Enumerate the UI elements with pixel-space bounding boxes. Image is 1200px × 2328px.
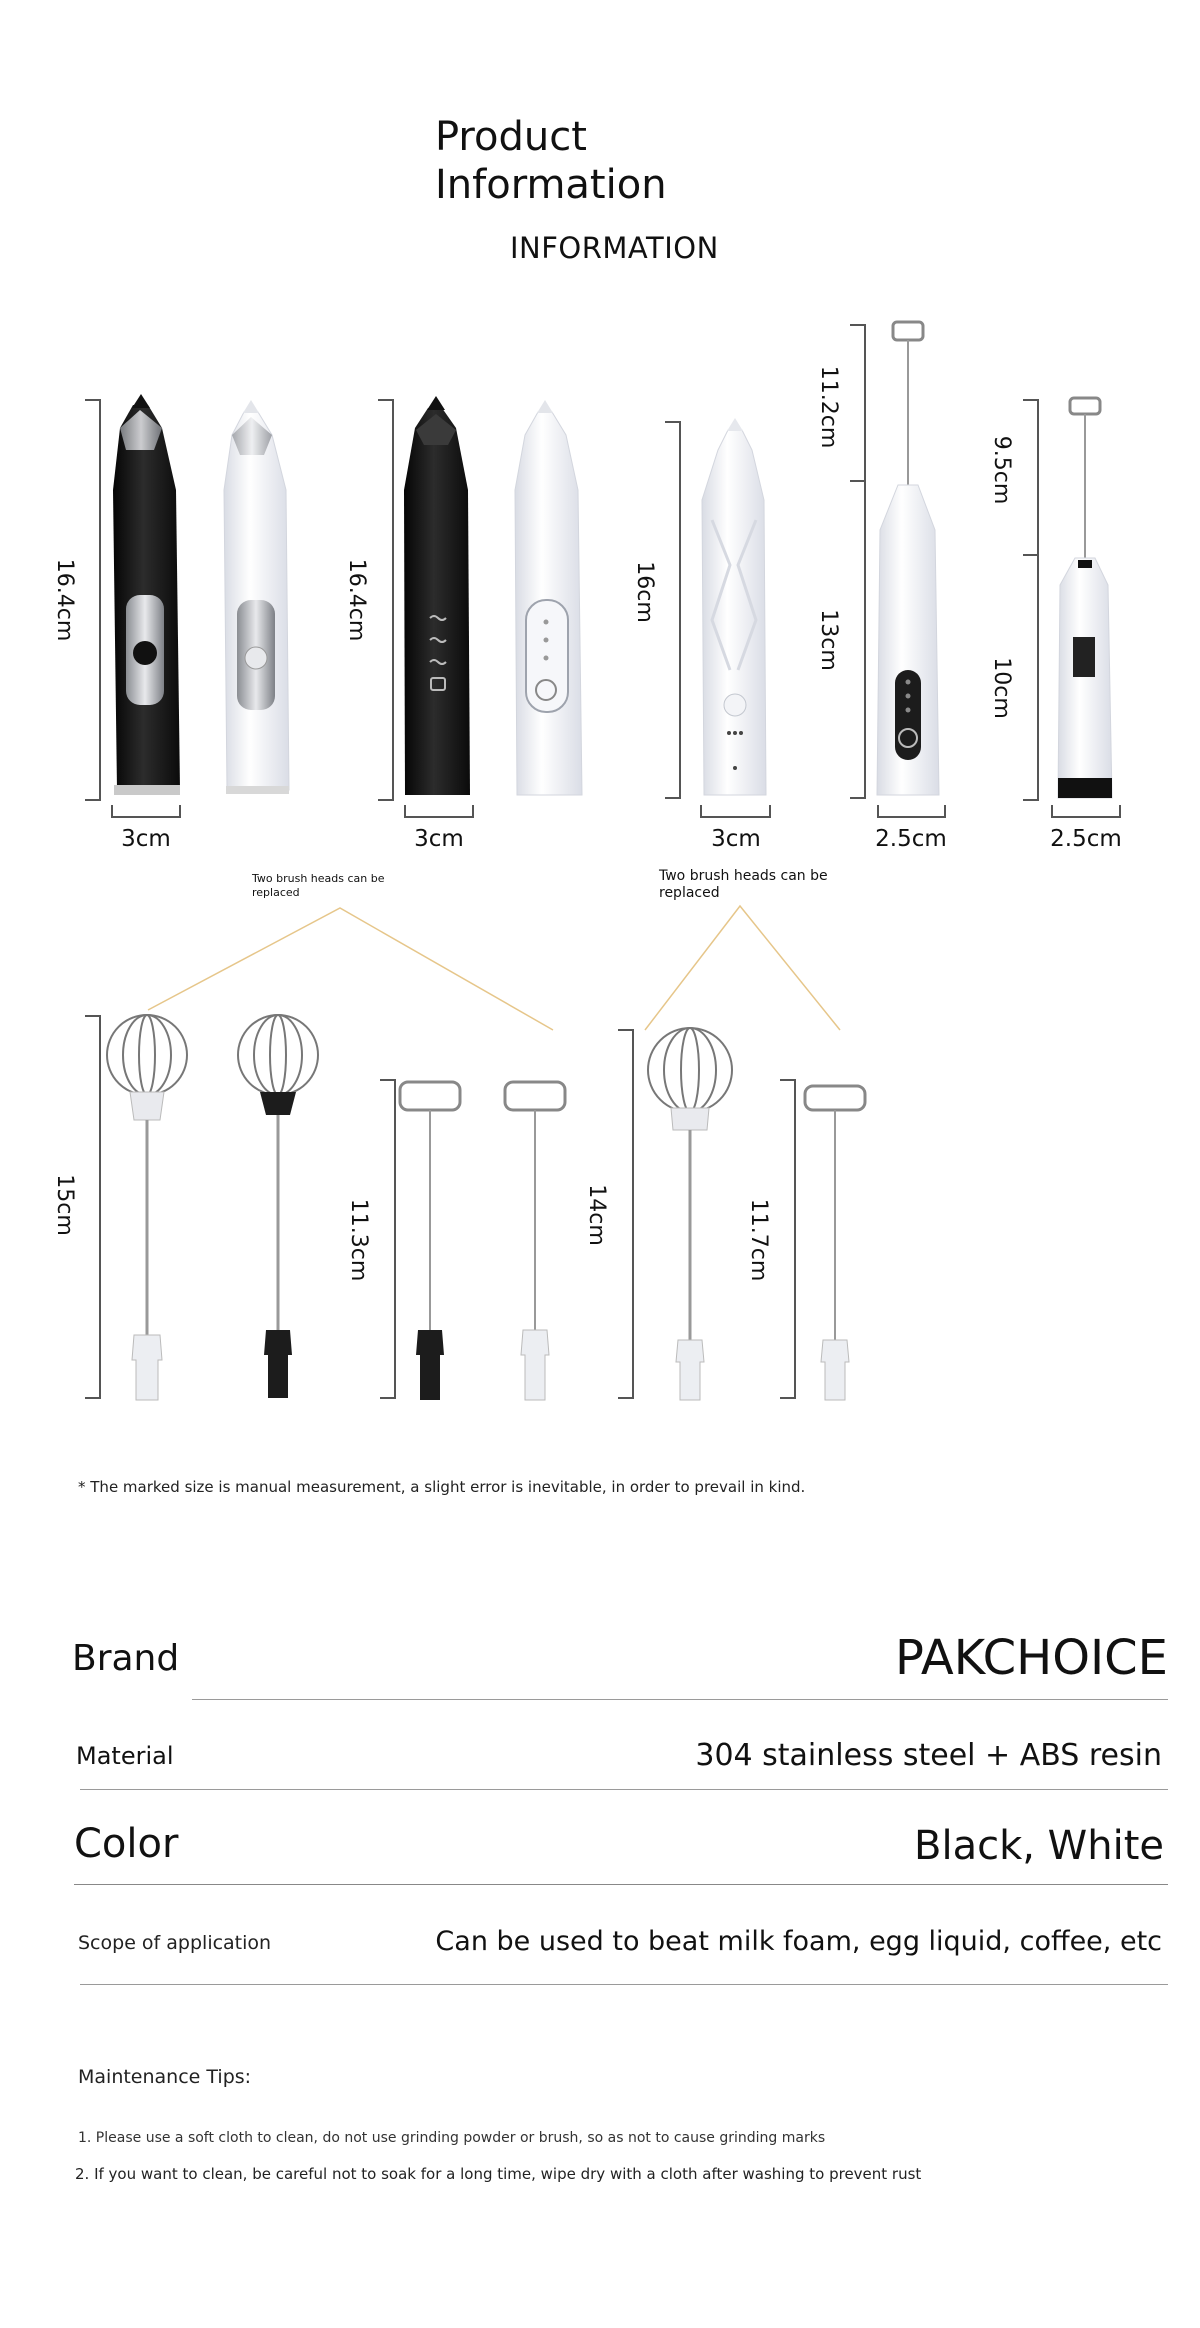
tip-cap (1078, 560, 1092, 568)
dimension-label: 3cm (121, 826, 171, 852)
tip-cap (132, 394, 150, 408)
height-bracket (85, 1016, 100, 1398)
height-bracket (618, 1030, 633, 1398)
coil-head-icon (505, 1082, 565, 1110)
dimension-label: 14cm (584, 1184, 609, 1246)
base-ring (114, 785, 180, 795)
page-title-line2: Information (435, 162, 667, 208)
callout-left-line1: Two brush heads can be (252, 872, 385, 885)
device-group-5 (989, 398, 1122, 852)
width-bracket (112, 805, 180, 817)
height-bracket (378, 400, 393, 800)
maintenance-tip-1: 1. Please use a soft cloth to clean, do not use grinding powder or brush, so as not to cause grinding marks (78, 2130, 826, 2146)
coil-head-icon (805, 1086, 865, 1110)
callout-right-line1: Two brush heads can be (659, 868, 828, 884)
tip-cap (727, 418, 743, 431)
dimension-label: 9.5cm (989, 435, 1014, 505)
spec-value-brand: PAKCHOICE (895, 1630, 1168, 1686)
dimension-label: 11.7cm (746, 1198, 771, 1282)
height-bracket (665, 422, 680, 798)
device-group-1 (52, 394, 289, 852)
width-bracket (1052, 805, 1120, 817)
height-bracket (850, 325, 865, 798)
spec-value-scope: Can be used to beat milk foam, egg liquid, coffee, etc (435, 1926, 1162, 1957)
width-bracket (878, 805, 945, 817)
power-button-icon (133, 641, 157, 665)
height-bracket (780, 1080, 795, 1398)
power-button-icon (724, 694, 746, 716)
callout-right-line (645, 906, 840, 1030)
balloon-whisk-icon (648, 1028, 732, 1112)
height-bracket (85, 400, 100, 800)
callout-right-line2: replaced (659, 885, 720, 901)
dimension-label: 16.4cm (52, 558, 77, 642)
maintenance-tips-title: Maintenance Tips: (78, 2066, 252, 2088)
dimension-label: 15cm (52, 1174, 77, 1236)
device-group-2 (344, 396, 582, 852)
dimension-label: 13cm (816, 609, 841, 671)
spec-label-color: Color (74, 1821, 179, 1867)
callout-left-line (148, 908, 553, 1030)
whisk-connector (821, 1340, 849, 1400)
width-bracket (701, 805, 770, 817)
tip-cap (537, 400, 553, 413)
dimension-label: 10cm (989, 657, 1014, 719)
accessory-whisk-white (52, 1015, 187, 1400)
whisk-connector (676, 1340, 704, 1400)
tip-cap (427, 396, 445, 410)
accessory-whisk-black (238, 1015, 318, 1398)
black-frother-body (404, 408, 470, 795)
spec-label-brand: Brand (72, 1638, 180, 1679)
dimension-label: 11.3cm (346, 1198, 371, 1282)
base-ring (226, 786, 289, 794)
spec-row-material (72, 1720, 1168, 1790)
dimension-label: 3cm (711, 826, 761, 852)
dimension-label: 2.5cm (1050, 826, 1122, 852)
balloon-whisk-icon (238, 1015, 318, 1095)
dimension-label: 16.4cm (344, 558, 369, 642)
accessory-coil-black (346, 1080, 460, 1400)
divider-line (80, 1984, 1168, 1985)
spec-row-brand (72, 1630, 1168, 1700)
accessory-coil-white (505, 1082, 565, 1400)
spec-value-material: 304 stainless steel + ABS resin (695, 1738, 1162, 1773)
coil-head-icon (400, 1082, 460, 1110)
dimension-label: 11.2cm (816, 365, 841, 449)
device-group-3 (632, 418, 770, 852)
spec-label-scope: Scope of application (78, 1932, 272, 1954)
height-bracket (380, 1080, 395, 1398)
page-title-line1: Product (435, 114, 587, 160)
dimension-label: 3cm (414, 826, 464, 852)
whisk-connector (521, 1330, 549, 1400)
whisk-collar (671, 1108, 709, 1130)
battery-cap (1058, 778, 1112, 798)
whisk-connector (132, 1335, 162, 1400)
slide-switch (1073, 637, 1095, 677)
height-bracket (1023, 400, 1038, 800)
accessory-whisk-3 (584, 1028, 732, 1400)
whisk-connector (264, 1330, 292, 1398)
silver-collar (120, 410, 162, 450)
callout-left-line2: replaced (252, 886, 300, 899)
spec-row-scope (72, 1910, 1168, 1985)
product-dimension-illustration (0, 300, 1200, 1450)
tip-cap (243, 400, 259, 413)
spec-row-color (72, 1805, 1168, 1885)
white-frother-body (702, 430, 766, 795)
page-subtitle: INFORMATION (510, 231, 719, 265)
whisk-connector (416, 1330, 444, 1400)
spec-value-color: Black, White (914, 1823, 1164, 1869)
whisk-collar (130, 1092, 164, 1120)
divider-line (192, 1699, 1168, 1700)
coil-head-icon (893, 322, 923, 340)
width-bracket (405, 805, 473, 817)
maintenance-tip-2: 2. If you want to clean, be careful not to soak for a long time, wipe dry with a cloth after washing to prevent rust (75, 2165, 922, 2183)
divider-line (74, 1884, 1168, 1885)
accessory-coil-3 (746, 1080, 865, 1400)
coil-head-icon (1070, 398, 1100, 414)
power-button-icon (245, 647, 267, 669)
whisk-collar (260, 1092, 296, 1115)
spec-label-material: Material (76, 1742, 174, 1770)
device-group-4 (816, 322, 947, 852)
measurement-note: * The marked size is manual measurement, a slight error is inevitable, in order to prevail in kind. (78, 1478, 806, 1496)
white-frother-body (1058, 558, 1112, 798)
dimension-label: 2.5cm (875, 826, 947, 852)
divider-line (80, 1789, 1168, 1790)
dimension-label: 16cm (632, 561, 657, 623)
balloon-whisk-icon (107, 1015, 187, 1095)
